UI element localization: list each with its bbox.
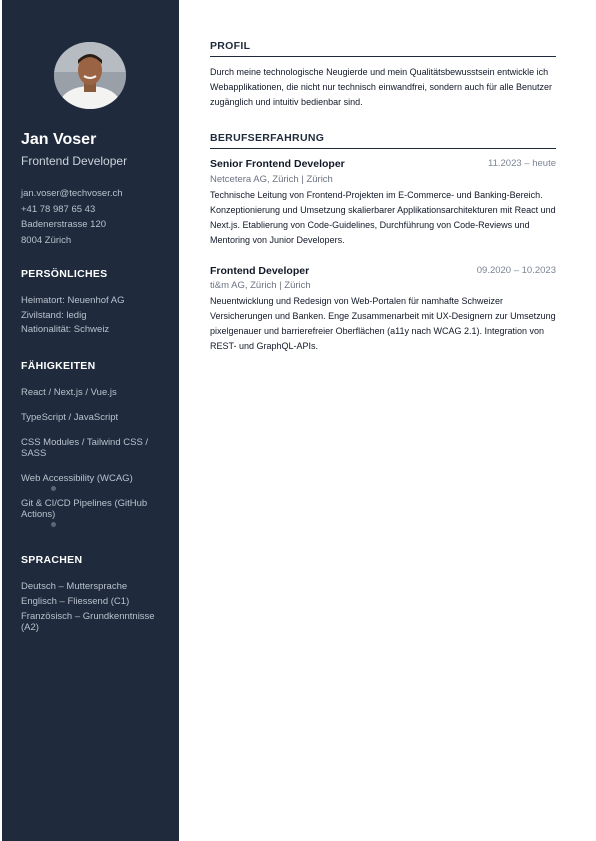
- personal-item: Heimatort: Neuenhof AG: [21, 295, 125, 306]
- contact-block: [21, 186, 123, 248]
- contact-phone[interactable]: +41 78 987 65 43: [21, 203, 96, 215]
- language-item: Französisch – Grundkenntnisse (A2): [21, 611, 155, 633]
- job-title: Frontend Developer: [210, 265, 310, 277]
- job-description: Neuentwicklung und Redesign von Web-Portalen für namhafte Schweizer Versicherungen und Banken. Enge Zusammenarbeit mit UX-Designern zur Umsetzung pixelgenauer und barrierefreier Oberflächen (a11y nach WCAG 2.1). Integration von REST- und GraphQL-APIs.: [210, 296, 556, 351]
- experience-heading: BERUFSERFAHRUNG: [210, 132, 556, 149]
- job-description: Technische Leitung von Frontend-Projekten im E-Commerce- und Banking-Bereich. Konzeptionierung und Umsetzung skalierbarer Applikationsarchitekturen mit React und Next.js. Etablierung von Code-Guidelines, Durchführung von Code-Reviews und Mentoring von Junior Developers.: [210, 190, 556, 245]
- skill-item: React / Next.js / Vue.js: [21, 387, 117, 398]
- person-name: Jan Voser: [21, 131, 97, 148]
- sidebar: [0, 0, 179, 841]
- contact-email[interactable]: jan.voser@techvoser.ch: [21, 188, 123, 199]
- profile-text: Durch meine technologische Neugierde und mein Qualitätsbewusstsein entwickle ich Webapplikationen, die nicht nur technisch einwandfrei, sondern auch für alle Benutzer zugänglich und intuitiv bedienbar sind.: [210, 67, 553, 107]
- profile-heading: PROFIL: [210, 40, 556, 57]
- job-dates: 11.2023 – heute: [488, 158, 556, 169]
- contact-street: Badenerstrasse 120: [21, 219, 107, 230]
- skill-item: Web Accessibility (WCAG): [21, 473, 133, 484]
- skill-item: CSS Modules / Tailwind CSS / SASS: [21, 437, 149, 459]
- languages-heading: SPRACHEN: [21, 554, 83, 566]
- job-dates: 09.2020 – 10.2023: [476, 265, 556, 276]
- portrait-image: [54, 42, 126, 109]
- skills-heading: FÄHIGKEITEN: [21, 360, 96, 372]
- skill-bullet-dot: [51, 486, 56, 491]
- personal-item: Nationalität: Schweiz: [21, 324, 110, 335]
- contact-city: 8004 Zürich: [21, 234, 72, 246]
- skill-item: Git & CI/CD Pipelines (GitHub Actions): [21, 498, 148, 520]
- job-title: Senior Frontend Developer: [210, 158, 345, 170]
- languages-list: [21, 580, 166, 633]
- profile-photo: [54, 42, 126, 109]
- personal-list: [21, 294, 166, 338]
- person-role: Frontend Developer: [21, 154, 128, 168]
- personal-heading: PERSÖNLICHES: [21, 268, 108, 280]
- job-company: ti&m AG, Zürich | Zürich: [210, 280, 311, 291]
- skill-item: TypeScript / JavaScript: [21, 412, 119, 423]
- job-company: Netcetera AG, Zürich | Zürich: [210, 174, 333, 185]
- language-item: Deutsch – Muttersprache: [21, 581, 128, 592]
- language-item: Englisch – Fliessend (C1): [21, 595, 130, 607]
- personal-item: Zivilstand: ledig: [21, 309, 87, 321]
- skill-bullet-dot: [51, 522, 56, 527]
